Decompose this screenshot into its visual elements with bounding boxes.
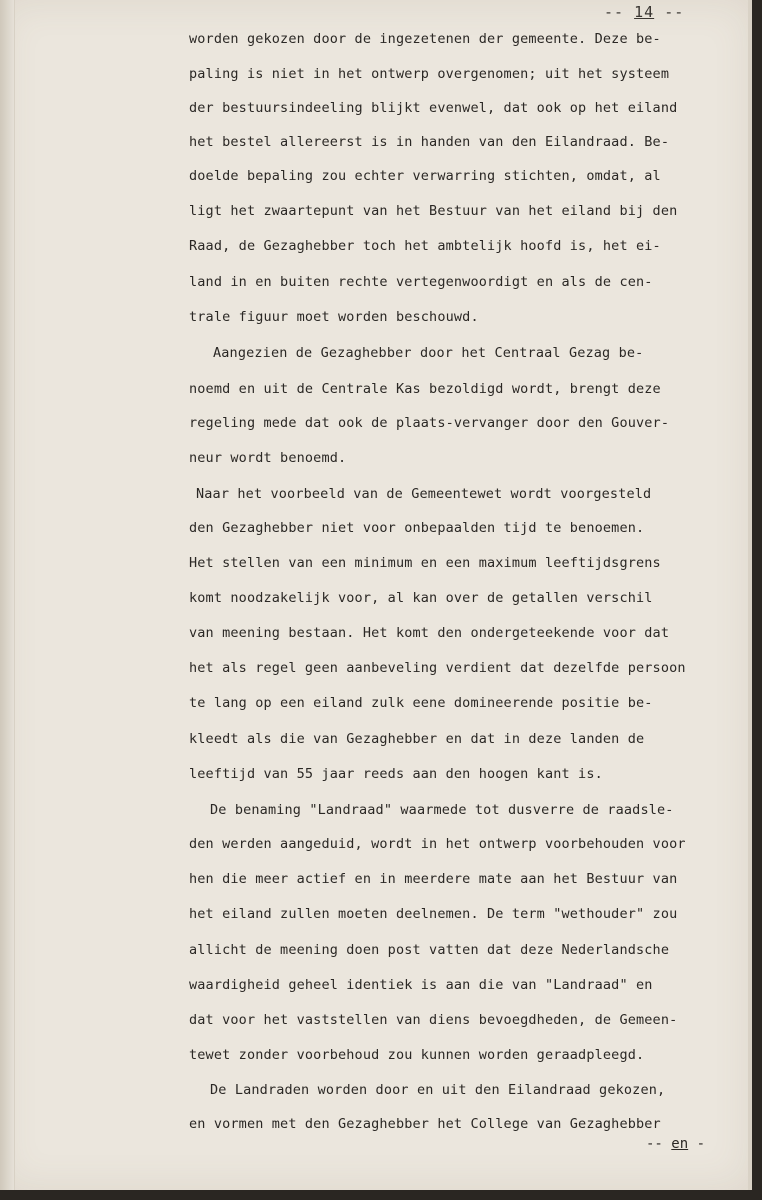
text-line: dat voor het vaststellen van diens bevoegdheden, de Gemeen-: [189, 1012, 678, 1028]
text-line: der bestuursindeeling blijkt evenwel, dat ook op het eiland: [189, 100, 678, 116]
text-line: het als regel geen aanbeveling verdient dat dezelfde persoon: [189, 660, 686, 676]
text-line: ligt het zwaartepunt van het Bestuur van het eiland bij den: [189, 203, 678, 219]
text-line: Aangezien de Gezaghebber door het Centraal Gezag be-: [213, 345, 644, 361]
text-line: te lang op een eiland zulk eene domineerende positie be-: [189, 695, 653, 711]
text-line: tewet zonder voorbehoud zou kunnen worden geraadpleegd.: [189, 1047, 645, 1063]
text-line: neur wordt benoemd.: [189, 450, 347, 466]
text-line: De Landraden worden door en uit den Eilandraad gekozen,: [210, 1082, 666, 1098]
text-line: De benaming "Landraad" waarmede tot dusverre de raadsle-: [210, 802, 674, 818]
text-line: land in en buiten rechte vertegenwoordigt en als de cen-: [189, 274, 653, 290]
catchword-value: en: [671, 1136, 689, 1152]
text-line: noemd en uit de Centrale Kas bezoldigd wordt, brengt deze: [189, 381, 661, 397]
text-line: kleedt als die van Gezaghebber en dat in deze landen de: [189, 731, 645, 747]
text-line: Raad, de Gezaghebber toch het ambtelijk hoofd is, het ei-: [189, 238, 661, 254]
catchword: [646, 1136, 705, 1152]
text-line: trale figuur moet worden beschouwd.: [189, 309, 479, 325]
text-line: hen die meer actief en in meerdere mate aan het Bestuur van: [189, 871, 678, 887]
text-line: worden gekozen door de ingezetenen der gemeente. Deze be-: [189, 31, 661, 47]
text-line: den werden aangeduid, wordt in het ontwerp voorbehouden voor: [189, 836, 686, 852]
catchword-dash-right: -: [696, 1136, 706, 1152]
text-line: van meening bestaan. Het komt den ondergeteekende voor dat: [189, 625, 670, 641]
text-line: Naar het voorbeeld van de Gemeentewet wordt voorgesteld: [196, 486, 652, 502]
text-line: waardigheid geheel identiek is aan die van "Landraad" en: [189, 977, 653, 993]
text-line: Het stellen van een minimum en een maximum leeftijdsgrens: [189, 555, 661, 571]
page-right-edge: [748, 0, 752, 1190]
text-line: het eiland zullen moeten deelnemen. De term "wethouder" zou: [189, 906, 678, 922]
text-line: het bestel allereerst is in handen van den Eilandraad. Be-: [189, 134, 670, 150]
text-line: leeftijd van 55 jaar reeds aan den hoogen kant is.: [189, 766, 603, 782]
page-binding-edge: [0, 0, 15, 1190]
text-line: paling is niet in het ontwerp overgenomen; uit het systeem: [189, 66, 670, 82]
text-line: en vormen met den Gezaghebber het College van Gezaghebber: [189, 1116, 661, 1132]
text-line: regeling mede dat ook de plaats-vervanger door den Gouver-: [189, 415, 670, 431]
catchword-dash-left: --: [646, 1136, 663, 1152]
page-number: [604, 3, 684, 21]
page-number-dash-right: --: [664, 3, 685, 21]
text-line: doelde bepaling zou echter verwarring stichten, omdat, al: [189, 168, 661, 184]
text-line: komt noodzakelijk voor, al kan over de getallen verschil: [189, 590, 653, 606]
text-line: allicht de meening doen post vatten dat deze Nederlandsche: [189, 942, 670, 958]
page-number-dash-left: --: [604, 3, 625, 21]
text-line: den Gezaghebber niet voor onbepaalden tijd te benoemen.: [189, 520, 645, 536]
page-number-value: 14: [634, 3, 655, 21]
